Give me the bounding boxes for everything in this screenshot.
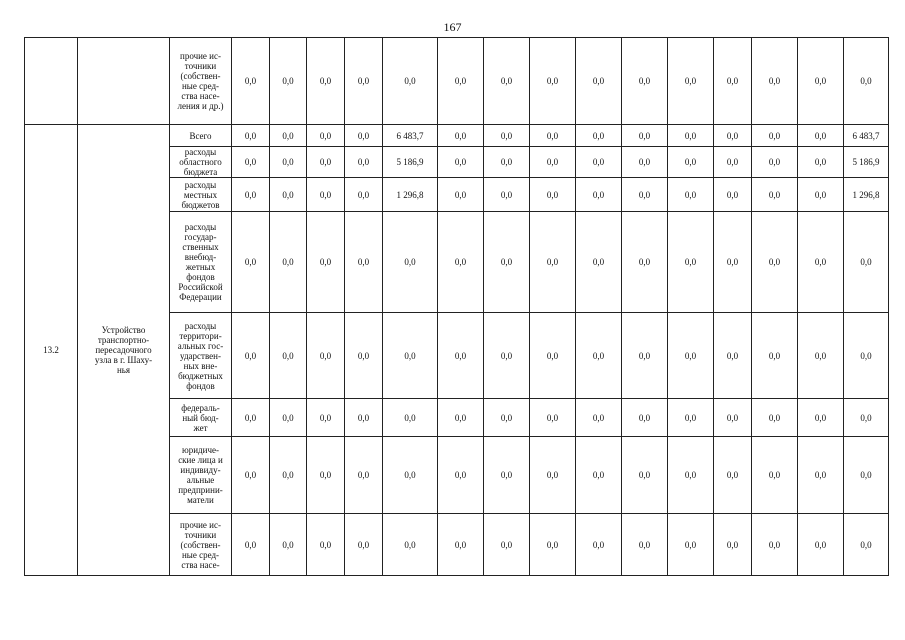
value-cell: 0,0 [668, 212, 714, 313]
value-cell: 0,0 [345, 125, 383, 147]
value-cell: 0,0 [530, 38, 576, 125]
funding-source-cell: федераль- ный бюд- жет [170, 399, 232, 437]
value-cell: 0,0 [484, 313, 530, 399]
value-cell: 0,0 [307, 178, 345, 212]
value-cell: 0,0 [798, 38, 844, 125]
value-cell: 0,0 [714, 178, 752, 212]
value-cell: 0,0 [576, 514, 622, 576]
value-cell: 0,0 [307, 38, 345, 125]
funding-source-cell: прочие ис- точники (собствен- ные сред- ства насе- ления и др.) [170, 38, 232, 125]
value-cell: 0,0 [270, 125, 307, 147]
value-cell: 0,0 [232, 399, 270, 437]
value-cell: 0,0 [232, 147, 270, 178]
funding-source-cell: прочие ис- точники (собствен- ные сред- ства насе- [170, 514, 232, 576]
value-cell: 0,0 [345, 212, 383, 313]
table-row [25, 125, 889, 147]
value-cell: 0,0 [752, 125, 798, 147]
value-cell: 0,0 [307, 399, 345, 437]
value-cell: 0,0 [307, 514, 345, 576]
value-cell: 0,0 [345, 38, 383, 125]
value-cell: 0,0 [668, 437, 714, 514]
funding-source-cell: юридиче- ские лица и индивиду- альные предприни- матели [170, 437, 232, 514]
value-cell: 0,0 [383, 212, 438, 313]
value-cell: 0,0 [270, 437, 307, 514]
value-cell: 0,0 [232, 514, 270, 576]
value-cell: 0,0 [752, 437, 798, 514]
value-cell: 0,0 [798, 178, 844, 212]
value-cell: 0,0 [383, 38, 438, 125]
value-cell: 0,0 [345, 437, 383, 514]
value-cell: 0,0 [232, 178, 270, 212]
value-cell: 0,0 [270, 178, 307, 212]
value-cell: 0,0 [798, 514, 844, 576]
value-cell: 0,0 [622, 125, 668, 147]
value-cell: 0,0 [622, 313, 668, 399]
value-cell: 0,0 [844, 399, 889, 437]
value-cell: 0,0 [484, 178, 530, 212]
value-cell: 0,0 [530, 399, 576, 437]
value-cell: 0,0 [530, 313, 576, 399]
value-cell: 0,0 [438, 313, 484, 399]
value-cell: 0,0 [345, 147, 383, 178]
value-cell: 0,0 [576, 38, 622, 125]
value-cell: 0,0 [622, 399, 668, 437]
page-number: 167 [443, 20, 462, 34]
value-cell: 0,0 [232, 212, 270, 313]
value-cell: 0,0 [270, 147, 307, 178]
value-cell: 0,0 [484, 437, 530, 514]
value-cell: 0,0 [270, 313, 307, 399]
value-cell: 0,0 [530, 125, 576, 147]
value-cell: 0,0 [232, 38, 270, 125]
value-cell: 0,0 [752, 38, 798, 125]
value-cell: 0,0 [668, 178, 714, 212]
value-cell: 5 186,9 [383, 147, 438, 178]
value-cell: 0,0 [307, 147, 345, 178]
value-cell: 0,0 [484, 212, 530, 313]
funding-source-cell: расходы территори- альных гос- ударствен- ных вне- бюджетных фондов [170, 313, 232, 399]
value-cell: 6 483,7 [844, 125, 889, 147]
value-cell: 0,0 [576, 212, 622, 313]
value-cell: 0,0 [484, 514, 530, 576]
value-cell: 0,0 [622, 514, 668, 576]
value-cell: 0,0 [622, 147, 668, 178]
value-cell: 0,0 [576, 399, 622, 437]
value-cell: 0,0 [752, 178, 798, 212]
value-cell: 0,0 [438, 437, 484, 514]
value-cell: 0,0 [668, 125, 714, 147]
value-cell: 0,0 [752, 147, 798, 178]
value-cell: 0,0 [530, 147, 576, 178]
value-cell: 0,0 [844, 313, 889, 399]
value-cell: 0,0 [345, 399, 383, 437]
value-cell: 0,0 [622, 38, 668, 125]
value-cell: 1 296,8 [844, 178, 889, 212]
value-cell: 0,0 [798, 437, 844, 514]
value-cell: 0,0 [714, 514, 752, 576]
value-cell: 0,0 [752, 313, 798, 399]
value-cell: 0,0 [714, 313, 752, 399]
table-row [25, 38, 889, 125]
empty-name-cell [78, 38, 170, 125]
value-cell: 0,0 [438, 125, 484, 147]
value-cell: 0,0 [484, 399, 530, 437]
value-cell: 0,0 [844, 437, 889, 514]
value-cell: 0,0 [484, 38, 530, 125]
value-cell: 0,0 [844, 38, 889, 125]
value-cell: 0,0 [270, 399, 307, 437]
value-cell: 0,0 [576, 147, 622, 178]
funding-source-cell: расходы областного бюджета [170, 147, 232, 178]
value-cell: 0,0 [307, 125, 345, 147]
value-cell: 0,0 [438, 147, 484, 178]
value-cell: 0,0 [307, 437, 345, 514]
value-cell: 0,0 [752, 399, 798, 437]
value-cell: 0,0 [345, 178, 383, 212]
value-cell: 0,0 [438, 399, 484, 437]
value-cell: 0,0 [714, 38, 752, 125]
value-cell: 0,0 [798, 399, 844, 437]
funding-source-cell: Всего [170, 125, 232, 147]
value-cell: 0,0 [530, 212, 576, 313]
value-cell: 0,0 [270, 514, 307, 576]
value-cell: 0,0 [622, 178, 668, 212]
value-cell: 0,0 [345, 514, 383, 576]
value-cell: 5 186,9 [844, 147, 889, 178]
value-cell: 0,0 [576, 178, 622, 212]
value-cell: 0,0 [438, 38, 484, 125]
value-cell: 0,0 [383, 437, 438, 514]
budget-table [24, 37, 889, 576]
value-cell: 0,0 [232, 313, 270, 399]
value-cell: 0,0 [798, 147, 844, 178]
value-cell: 0,0 [438, 178, 484, 212]
value-cell: 0,0 [668, 147, 714, 178]
value-cell: 0,0 [438, 514, 484, 576]
value-cell: 0,0 [752, 212, 798, 313]
funding-source-cell: расходы государ- ственных внебюд- жетных фондов Российской Федерации [170, 212, 232, 313]
value-cell: 0,0 [383, 313, 438, 399]
value-cell: 0,0 [668, 38, 714, 125]
value-cell: 6 483,7 [383, 125, 438, 147]
funding-source-cell: расходы местных бюджетов [170, 178, 232, 212]
value-cell: 0,0 [622, 437, 668, 514]
item-name-cell: Устройство транспортно- пересадочного узла в г. Шаху- нья [78, 125, 170, 576]
value-cell: 1 296,8 [383, 178, 438, 212]
value-cell: 0,0 [438, 212, 484, 313]
value-cell: 0,0 [576, 125, 622, 147]
table-body [25, 38, 889, 576]
value-cell: 0,0 [484, 125, 530, 147]
value-cell: 0,0 [530, 514, 576, 576]
value-cell: 0,0 [714, 212, 752, 313]
value-cell: 0,0 [798, 212, 844, 313]
value-cell: 0,0 [844, 212, 889, 313]
value-cell: 0,0 [668, 313, 714, 399]
value-cell: 0,0 [307, 313, 345, 399]
value-cell: 0,0 [383, 399, 438, 437]
value-cell: 0,0 [530, 437, 576, 514]
value-cell: 0,0 [307, 212, 345, 313]
value-cell: 0,0 [798, 313, 844, 399]
value-cell: 0,0 [530, 178, 576, 212]
value-cell: 0,0 [714, 399, 752, 437]
value-cell: 0,0 [752, 514, 798, 576]
value-cell: 0,0 [844, 514, 889, 576]
value-cell: 0,0 [270, 212, 307, 313]
value-cell: 0,0 [270, 38, 307, 125]
value-cell: 0,0 [798, 125, 844, 147]
value-cell: 0,0 [714, 147, 752, 178]
value-cell: 0,0 [345, 313, 383, 399]
item-number-cell: 13.2 [25, 125, 78, 576]
value-cell: 0,0 [668, 514, 714, 576]
value-cell: 0,0 [383, 514, 438, 576]
empty-number-cell [25, 38, 78, 125]
value-cell: 0,0 [484, 147, 530, 178]
value-cell: 0,0 [714, 125, 752, 147]
value-cell: 0,0 [668, 399, 714, 437]
value-cell: 0,0 [622, 212, 668, 313]
value-cell: 0,0 [576, 437, 622, 514]
value-cell: 0,0 [576, 313, 622, 399]
value-cell: 0,0 [232, 437, 270, 514]
value-cell: 0,0 [714, 437, 752, 514]
value-cell: 0,0 [232, 125, 270, 147]
